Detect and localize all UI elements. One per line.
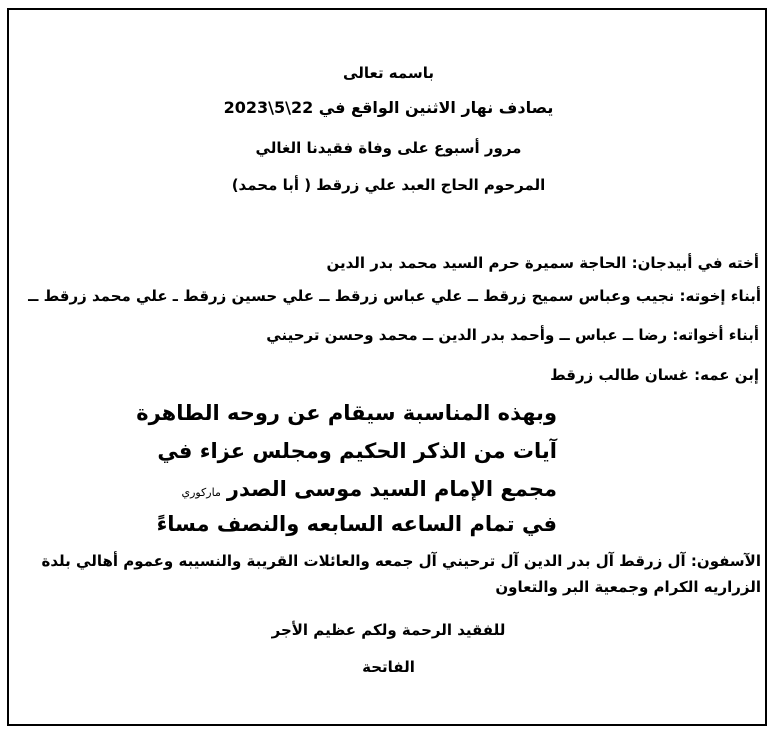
ceremony-line-3 [181, 479, 557, 500]
closing-fatiha: الفاتحة [362, 658, 415, 676]
heading-date: يصادف نهار الاثنين الواقع في 22\5\2023 [223, 98, 554, 117]
ceremony-line-4: في تمام الساعه السابعه والنصف مساءً [156, 512, 557, 536]
heading-basmala: باسمه تعالى [343, 64, 434, 82]
closing-condolence: للفقيد الرحمة ولكم عظيم الأجر [271, 621, 506, 639]
family-uncles-son: إبن عمه: غسان طالب زرقط [550, 366, 759, 384]
ceremony-venue: مجمع الإمام السيد موسى الصدر [226, 477, 557, 501]
ceremony-line-1: وبهذه المناسبة سيقام عن روحه الطاهرة [136, 401, 557, 425]
family-sisters-sons: أبناء أخواته: رضا ــ عباس ــ وأحمد بدر الدين ــ محمد وحسن ترحيني [266, 326, 759, 344]
mourners-paragraph: الآسفون: آل زرقط آل بدر الدين آل ترحيني آل جمعه والعائلات القريبة والنسيبه وعموم أهالي بلدة الزراريه الكرام وجمعية البر والتعاون [41, 552, 761, 596]
family-sister: أخته في أبيدجان: الحاجة سميرة حرم السيد محمد بدر الدين [326, 254, 759, 272]
heading-occasion: مرور أسبوع على وفاة فقيدنا الغالي [255, 139, 522, 157]
heading-deceased-name: المرحوم الحاج العبد علي زرقط ( أبا محمد) [231, 176, 546, 194]
ceremony-line-2: آيات من الذكر الحكيم ومجلس عزاء في [157, 439, 557, 463]
ceremony-venue-suffix: ماركوري [181, 486, 221, 499]
family-brothers-sons: أبناء إخوته: نجيب وعباس سميح زرقط ــ علي عباس زرقط ــ علي حسين زرقط ـ علي محمد زرقط ــ [28, 287, 761, 305]
